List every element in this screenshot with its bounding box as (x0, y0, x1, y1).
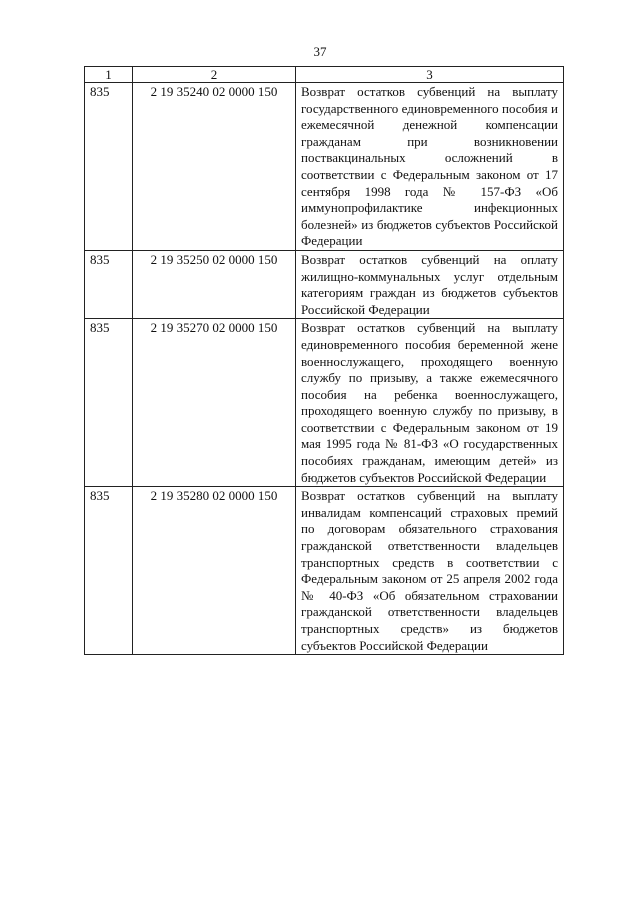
header-column-2: 2 (133, 67, 296, 83)
table-row (85, 319, 564, 487)
description-text: Возврат остатков субвенций на выплату единовременного пособия беременной жене военнослужащего, проходящего военную службу по призыву, а также ежемесячного пособия на ребенка военнослужащего, проходящего военную службу по призыву, в соответствии с Федеральным законом от 19 мая 1995 года № 81-ФЗ «О государственных пособиях гражданам, имеющим детей» из бюджетов субъектов Российской Федерации (301, 320, 558, 485)
agency-code-cell: 835 (85, 250, 133, 318)
description-text: Возврат остатков субвенций на оплату жилищно-коммунальных услуг отдельным категориям граждан из бюджетов субъектов Российской Федерации (301, 251, 558, 317)
budget-code-cell: 2 19 35270 02 0000 150 (133, 319, 296, 487)
agency-code-cell: 835 (85, 487, 133, 655)
budget-code-cell: 2 19 35250 02 0000 150 (133, 250, 296, 318)
budget-classification-table (84, 66, 564, 655)
table-row (85, 83, 564, 251)
description-cell (296, 250, 564, 318)
description-cell (296, 487, 564, 655)
agency-code-cell: 835 (85, 83, 133, 251)
table-header-row (85, 67, 564, 83)
description-text: Возврат остатков субвенций на выплату инвалидам компенсаций страховых премий по договорам обязательного страхования гражданской ответственности владельцев транспортных средств в соответствии с Федеральным законом от 25 апреля 2002 года № 40-ФЗ «Об обязательном страховании гражданской ответственности владельцев транспортных средств» из бюджетов субъектов Российской Федерации (301, 488, 558, 653)
table-row (85, 487, 564, 655)
description-text: Возврат остатков субвенций на выплату государственного единовременного пособия и ежемесячной денежной компенсации гражданам при возникновении поствакцинальных осложнений в соответствии с Федеральным законом от 17 сентября 1998 года № 157-ФЗ «Об иммунопрофилактике инфекционных болезней» из бюджетов субъектов Российской Федерации (301, 84, 558, 249)
description-cell (296, 319, 564, 487)
description-cell (296, 83, 564, 251)
agency-code-cell: 835 (85, 319, 133, 487)
budget-code-cell: 2 19 35280 02 0000 150 (133, 487, 296, 655)
budget-code-cell: 2 19 35240 02 0000 150 (133, 83, 296, 251)
header-column-1: 1 (85, 67, 133, 83)
page-number: 37 (313, 44, 327, 59)
table-row (85, 250, 564, 318)
header-column-3: 3 (296, 67, 564, 83)
